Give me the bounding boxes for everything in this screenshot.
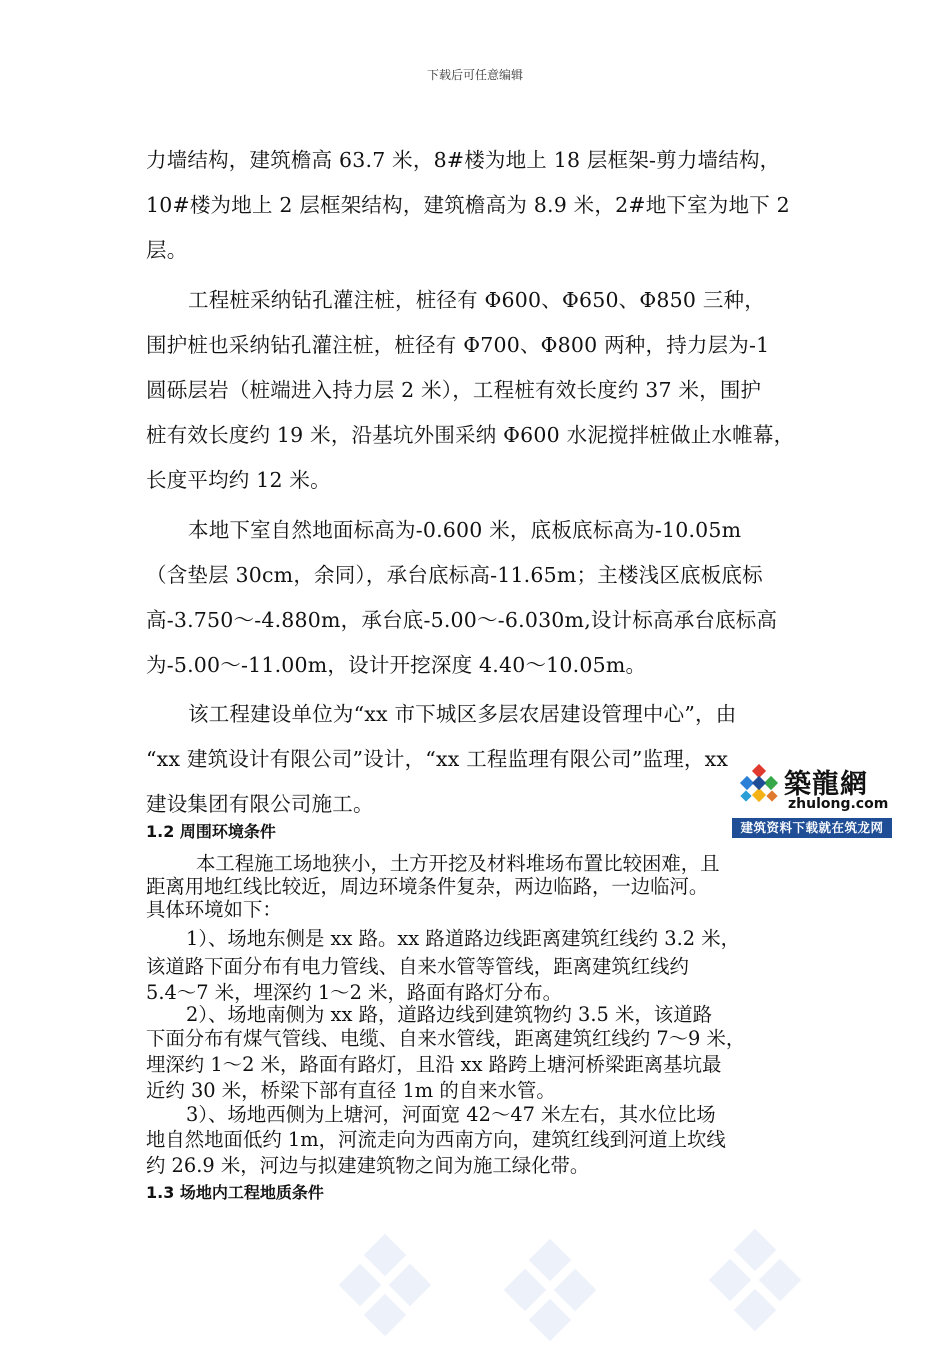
body-line: 桩有效长度约 19 米，沿基坑外围采纳 Φ600 水泥搅拌桩做止水帷幕， bbox=[146, 423, 795, 447]
body-line: 力墙结构，建筑檐高 63.7 米，8#楼为地上 18 层框架-剪力墙结构， bbox=[146, 148, 781, 172]
body-line: 高-3.750～-4.880m，承台底-5.00～-6.030m,设计标高承台底标高 bbox=[146, 608, 778, 632]
body-line: 建设集团有限公司施工。 bbox=[146, 792, 374, 816]
section-line: 2）、场地南侧为 xx 路，道路边线到建筑物约 3.5 米，该道路 bbox=[186, 1003, 712, 1026]
page-header-note: 下载后可任意编辑 bbox=[426, 68, 523, 82]
section-line: 具体环境如下： bbox=[146, 898, 282, 921]
section-line: 下面分布有煤气管线、电缆、自来水管线，距离建筑红线约 7～9 米， bbox=[146, 1027, 746, 1050]
section-line: 本工程施工场地狭小，土方开挖及材料堆场布置比较困难，且 bbox=[196, 852, 720, 875]
body-line: “xx 建筑设计有限公司”设计，“xx 工程监理有限公司”监理，xx bbox=[146, 747, 729, 771]
body-line: 本地下室自然地面标高为-0.600 米，底板底标高为-10.05m bbox=[188, 518, 742, 542]
section-line: 约 26.9 米，河边与拟建建筑物之间为施工绿化带。 bbox=[146, 1154, 590, 1177]
body-line: 围护桩也采纳钻孔灌注桩，桩径有 Φ700、Φ800 两种，持力层为-1 bbox=[146, 333, 770, 357]
section-line: 3）、场地西侧为上塘河，河面宽 42～47 米左右，其水位比场 bbox=[186, 1103, 716, 1126]
section-line: 5.4～7 米，埋深约 1～2 米，路面有路灯分布。 bbox=[146, 981, 562, 1004]
section-line: 近约 30 米，桥梁下部有直径 1m 的自来水管。 bbox=[146, 1079, 556, 1102]
body-line: （含垫层 30cm，余同），承台底标高-11.65m；主楼浅区底板底标 bbox=[146, 563, 763, 587]
body-line: 长度平均约 12 米。 bbox=[146, 468, 331, 492]
body-line: 工程桩采纳钻孔灌注桩，桩径有 Φ600、Φ650、Φ850 三种， bbox=[188, 288, 765, 312]
section-line: 该道路下面分布有电力管线、自来水管等管线，距离建筑红线约 bbox=[146, 955, 689, 978]
watermark-snowflake-icon bbox=[700, 1225, 810, 1335]
watermark-snowflake-icon bbox=[330, 1230, 440, 1340]
zhulong-logo bbox=[732, 762, 892, 840]
section-line: 埋深约 1～2 米，路面有路灯，且沿 xx 路跨上塘河桥梁距离基坑最 bbox=[146, 1053, 722, 1076]
snowflake-logo-icon bbox=[736, 764, 782, 810]
section-line: 地自然地面低约 1m，河流走向为西南方向，建筑红线到河道上坎线 bbox=[146, 1128, 726, 1151]
logo-domain: zhulong.com bbox=[788, 796, 889, 812]
section-line: 距离用地红线比较近，周边环境条件复杂，两边临路，一边临河。 bbox=[146, 875, 709, 898]
section-heading: 1.2 周围环境条件 bbox=[146, 822, 276, 841]
body-line: 圆砾层岩（桩端进入持力层 2 米），工程桩有效长度约 37 米，围护 bbox=[146, 378, 762, 402]
body-line: 10#楼为地上 2 层框架结构，建筑檐高为 8.9 米，2#地下室为地下 2 bbox=[146, 193, 790, 217]
logo-banner: 建筑资料下载就在筑龙网 bbox=[732, 818, 892, 838]
logo-chinese-name: 築龍網 bbox=[784, 769, 868, 800]
body-line: 该工程建设单位为“xx 市下城区多层农居建设管理中心”，由 bbox=[188, 702, 737, 726]
section-heading: 1.3 场地内工程地质条件 bbox=[146, 1183, 324, 1202]
section-line: 1）、场地东侧是 xx 路。xx 路道路边线距离建筑红线约 3.2 米， bbox=[186, 927, 741, 950]
watermark-snowflake-icon bbox=[495, 1235, 605, 1345]
body-line: 层。 bbox=[146, 238, 188, 262]
body-line: 为-5.00～-11.00m，设计开挖深度 4.40～10.05m。 bbox=[146, 653, 647, 677]
